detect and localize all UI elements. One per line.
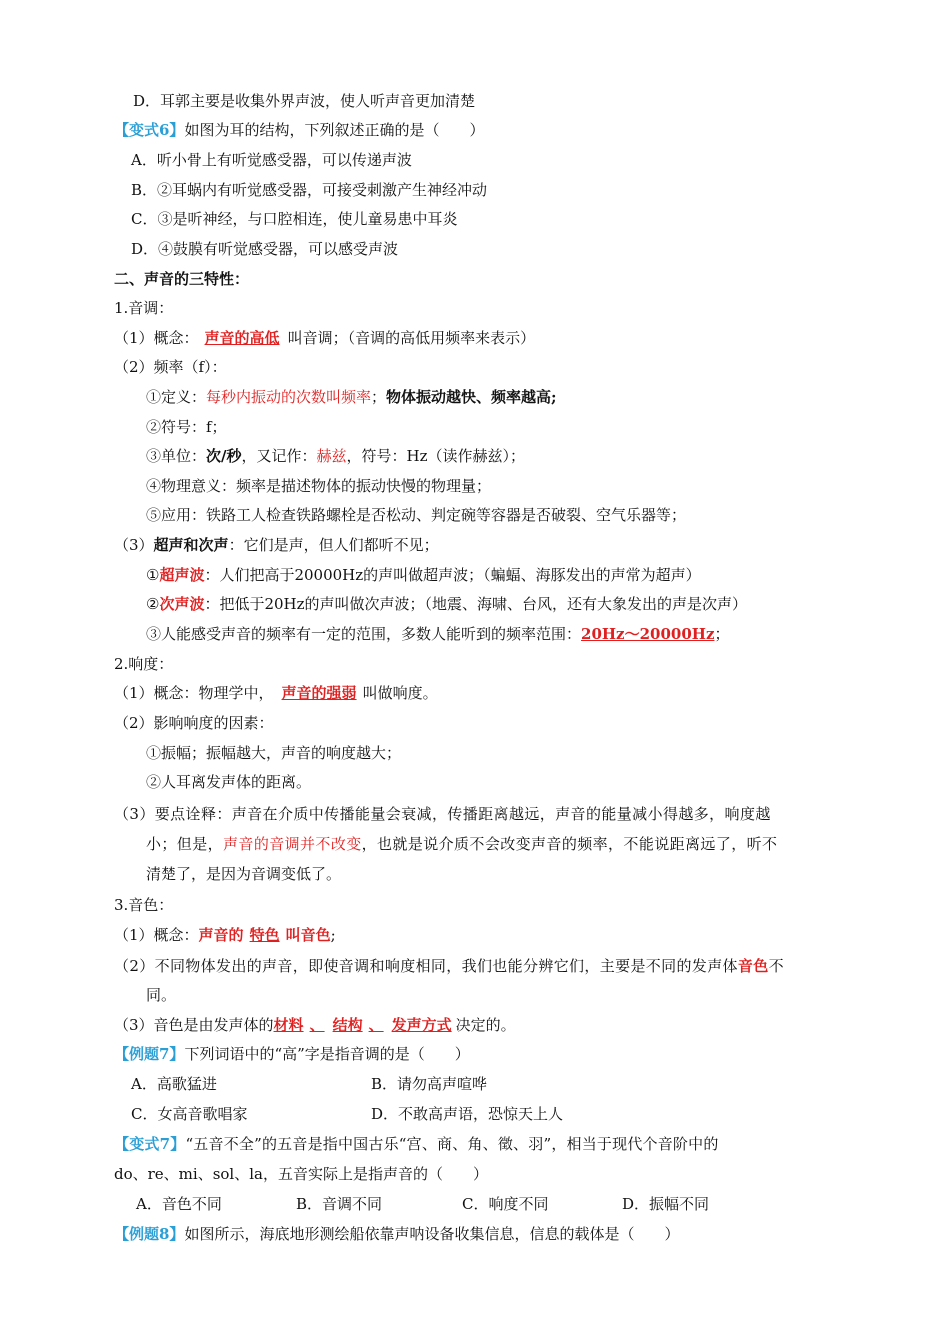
punct: ;	[330, 926, 336, 944]
bianshi7-option-b	[296, 1194, 382, 1214]
loudness-note-line1	[114, 804, 771, 824]
liti8-question	[114, 1224, 679, 1244]
bold-text: 超声和次声	[153, 536, 229, 554]
loudness-factor-amplitude	[146, 743, 401, 763]
item-text: （3）要点诠释：声音在介质中传播能量会衰减，传播距离越远，声音的能量减小得越多，响度越	[114, 805, 771, 823]
item-text: 叫音调；（音调的高低用频率来表示）	[287, 329, 536, 347]
item-text: ①振幅；振幅越大，声音的响度越大；	[146, 744, 402, 762]
frequency-application	[146, 505, 686, 525]
item-text: ④物理意义：频率是描述物体的振动快慢的物理量；	[146, 477, 492, 495]
option-d-previous	[133, 91, 475, 111]
frequency-meaning	[146, 476, 491, 496]
question-tag: 【例题8】	[114, 1225, 185, 1243]
item-text: ：人们把高于20000Hz的声叫做超声波；（蝙蝠、海豚发出的声常为超声）	[204, 566, 701, 584]
liti7-option-d	[371, 1104, 563, 1124]
loudness-note-line2	[146, 834, 777, 854]
loudness-note-line3	[146, 864, 341, 884]
item-label: （1）概念：	[114, 926, 199, 944]
item-label: （3）	[114, 536, 154, 554]
highlight-text: 超声波	[159, 566, 205, 584]
answer-blank: 声音的强弱	[281, 684, 357, 702]
bianshi7-option-a	[136, 1194, 222, 1214]
option-text: C．响度不同	[462, 1195, 549, 1213]
item-label: ①	[146, 566, 160, 584]
bianshi7-option-d	[622, 1194, 709, 1214]
highlight-text: 次声波	[159, 595, 205, 613]
item-text: ：把低于20Hz的声叫做次声波；（地震、海啸、台风，还有大象发出的声是次声）	[204, 595, 748, 613]
item-text: 决定的。	[455, 1016, 516, 1034]
item-label: ③单位：	[146, 447, 207, 465]
subsection-title: 1.音调：	[114, 299, 174, 317]
subsection-title: 3.音色：	[114, 896, 174, 914]
heading-text: 二、声音的三特性：	[114, 270, 250, 288]
bianshi6-option-b	[131, 180, 487, 200]
item-label: （1）概念：	[114, 329, 199, 347]
bianshi7-question-line2	[114, 1164, 488, 1184]
answer-blank: 材料	[273, 1016, 304, 1034]
ultrasound-infrasound	[114, 535, 439, 555]
answer-blank: 声音的高低	[204, 329, 280, 347]
item-text: ②人耳离发声体的距离。	[146, 773, 312, 791]
highlight-text: 赫兹	[316, 447, 347, 465]
liti7-option-c	[131, 1104, 247, 1124]
option-text: D．④鼓膜有听觉感受器，可以感受声波	[131, 240, 399, 258]
answer-blank: 特色	[249, 926, 280, 944]
timbre-determinants	[114, 1015, 516, 1035]
item-text: ：它们是声，但人们都听不见；	[228, 536, 439, 554]
option-text: D．不敢高声语，恐惊天上人	[371, 1105, 564, 1123]
loudness-concept	[114, 683, 438, 703]
timbre-distinguish-line2	[146, 985, 176, 1005]
item-label: （2）频率（f）：	[114, 358, 227, 376]
question-tag: 【变式6】	[114, 121, 185, 139]
answer-separator: 、	[309, 1016, 325, 1034]
question-text: 如图所示，海底地形测绘船依靠声呐设备收集信息，信息的载体是（ ）	[184, 1225, 680, 1243]
item-text: 清楚了，是因为音调变低了。	[146, 865, 342, 883]
item-text: ⑤应用：铁路工人检查铁路螺栓是否松动、判定碗等容器是否破裂、空气乐器等；	[146, 506, 687, 524]
item-text: （2）不同物体发出的声音，即使音调和响度相同，我们也能分辨它们，主要是不同的发声体	[114, 957, 738, 975]
bianshi7-option-c	[462, 1194, 548, 1214]
option-text: B．②耳蜗内有听觉感受器，可接受刺激产生神经冲动	[131, 181, 488, 199]
frequency-symbol	[146, 417, 227, 437]
hearing-range-line	[146, 624, 729, 644]
option-text: B．音调不同	[296, 1195, 383, 1213]
highlight-text: 声音的	[198, 926, 244, 944]
subsection-loudness	[114, 654, 173, 674]
loudness-factors	[114, 713, 274, 733]
infrasound-line	[146, 594, 747, 614]
question-text: 下列词语中的“高”字是指音调的是（ ）	[184, 1045, 470, 1063]
liti7-option-b	[371, 1074, 487, 1094]
answer-blank: 发声方式	[391, 1016, 452, 1034]
item-text: ，也就是说介质不会改变声音的频率，不能说距离远了，听不	[361, 835, 778, 853]
item-text: ，又记作：	[241, 447, 317, 465]
timbre-concept	[114, 925, 336, 945]
subsection-title: 2.响度：	[114, 655, 174, 673]
answer-blank: 结构	[332, 1016, 363, 1034]
item-text: （3）音色是由发声体的	[114, 1016, 274, 1034]
option-text: D．振幅不同	[622, 1195, 710, 1213]
question-tag: 【变式7】	[114, 1135, 186, 1153]
punct: ；	[714, 625, 730, 643]
frequency-unit	[146, 446, 525, 466]
option-text: B．请勿高声喧哗	[371, 1075, 488, 1093]
bianshi6-question	[114, 120, 484, 140]
highlight-text: 声音的音调并不改变	[223, 835, 362, 853]
subsection-pitch	[114, 298, 173, 318]
timbre-distinguish-line1	[114, 956, 784, 976]
option-text: C．③是听神经，与口腔相连，使儿童易患中耳炎	[131, 210, 458, 228]
item-text: 叫做响度。	[362, 684, 438, 702]
option-text: A．高歌猛进	[131, 1075, 217, 1093]
section-heading	[114, 269, 249, 289]
punct: ；	[371, 388, 387, 406]
option-text: A．音色不同	[136, 1195, 222, 1213]
question-text: do、re、mi、sol、la，五音实际上是指声音的（ ）	[114, 1165, 488, 1183]
ultrasound-line	[146, 565, 701, 585]
option-text: D．耳郭主要是收集外界声波，使人听声音更加清楚	[133, 92, 476, 110]
liti7-question	[114, 1044, 470, 1064]
liti7-option-a	[131, 1074, 217, 1094]
item-text: 小；但是，	[146, 835, 224, 853]
item-text: ③人能感受声音的频率有一定的范围，多数人能听到的频率范围：	[146, 625, 582, 643]
item-label: ②	[146, 595, 160, 613]
highlight-text: 叫音色	[285, 926, 331, 944]
bold-text: 次/秒	[206, 447, 242, 465]
bianshi6-option-c	[131, 209, 457, 229]
subsection-timbre	[114, 895, 173, 915]
item-text: 不	[768, 957, 784, 975]
highlight-text: 音色	[737, 957, 769, 975]
item-text: ，符号：Hz（读作赫兹）；	[346, 447, 526, 465]
item-text: 同。	[146, 986, 177, 1004]
frequency-heading	[114, 357, 227, 377]
option-text: C．女高音歌唱家	[131, 1105, 248, 1123]
item-label: ①定义：	[146, 388, 207, 406]
bold-text: 物体振动越快、频率越高;	[386, 388, 557, 406]
question-tag: 【例题7】	[114, 1045, 185, 1063]
pitch-concept	[114, 328, 535, 348]
answer-separator: 、	[368, 1016, 384, 1034]
item-label: （2）影响响度的因素：	[114, 714, 274, 732]
item-text: （1）概念：物理学中，	[114, 684, 274, 702]
item-text: ②符号：f；	[146, 418, 227, 436]
loudness-factor-distance	[146, 772, 311, 792]
question-text: “五音不全”的五音是指中国古乐“宫、商、角、徵、羽”，相当于现代个音阶中的	[185, 1135, 719, 1153]
option-text: A．听小骨上有听觉感受器，可以传递声波	[131, 151, 412, 169]
bianshi6-option-d	[131, 239, 398, 259]
highlight-text: 每秒内振动的次数叫频率	[206, 388, 372, 406]
frequency-definition	[146, 387, 557, 407]
bianshi6-option-a	[131, 150, 412, 170]
bianshi7-question-line1	[114, 1134, 719, 1154]
question-text: 如图为耳的结构，下列叙述正确的是（ ）	[184, 121, 485, 139]
answer-blank: 20Hz～20000Hz	[581, 625, 715, 643]
